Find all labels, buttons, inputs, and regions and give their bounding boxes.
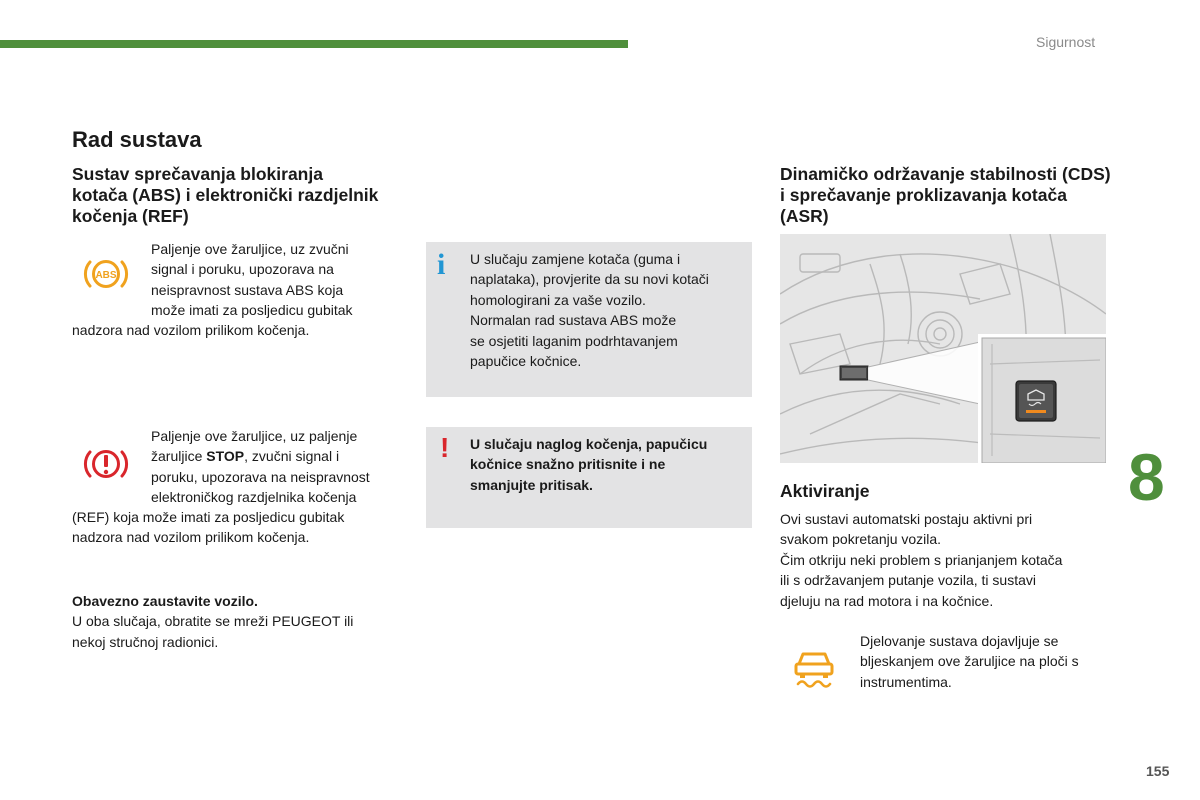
stop-heading: Obavezno zaustavite vozilo. [72, 593, 258, 609]
chapter-number: 8 [1128, 440, 1165, 514]
exclamation-icon: ! [440, 432, 450, 463]
info-icon: i [437, 248, 446, 281]
abs-para-line: signal i poruku, upozorava na [151, 261, 334, 278]
warning-line: U slučaju naglog kočenja, papučicu [470, 436, 708, 452]
activation-text [780, 509, 1120, 611]
stop-keyword: STOP [206, 448, 245, 465]
info-line: naplataka), provjerite da su novi kotači [470, 271, 709, 288]
stop-line: nekoj stručnoj radionici. [72, 633, 219, 650]
info-text [470, 249, 745, 371]
abs-heading: Sustav sprečavanja blokiranja kotača (ABS) i elektronički razdjelnik kočenja (REF) [72, 164, 379, 226]
brake-warning-icon [82, 443, 130, 485]
ref-paragraph-lines [151, 426, 401, 508]
warning-text [470, 434, 745, 495]
header-green-bar [0, 40, 628, 48]
activation-line: ili s održavanjem putanje vozila, ti sustavi [780, 572, 1037, 589]
ref-para-line: (REF) koja može imati za posljedicu gubitak [72, 509, 345, 525]
warning-line: kočnice snažno pritisnite i ne [470, 456, 666, 473]
activation-line: Ovi sustavi automatski postaju aktivni pri [780, 511, 1033, 527]
activation-line: Čim otkriju neki problem s prianjanjem kotača [780, 551, 1063, 568]
ref-para-line-stop [151, 446, 401, 466]
stop-instructions [72, 591, 402, 652]
cds-heading: Dinamičko održavanje stabilnosti (CDS) i sprečavanje proklizavanja kotača (ASR) [780, 164, 1111, 226]
info-line: U slučaju zamjene kotača (guma i [470, 251, 681, 267]
esp-line: bljeskanjem ove žaruljice na ploči s [860, 653, 1079, 670]
abs-para-line: nadzora nad vozilom prilikom kočenja. [72, 322, 310, 338]
ref-para-text: , zvučni signal i [244, 448, 340, 465]
abs-paragraph-lines [151, 239, 401, 321]
abs-para-line: Paljenje ove žaruljice, uz zvučni [151, 241, 349, 257]
abs-para-line: neispravnost sustava ABS koja [151, 281, 344, 298]
esp-text [860, 631, 1120, 692]
ref-para-line: poruku, upozorava na neispravnost [151, 468, 370, 485]
abs-warning-icon [82, 254, 130, 294]
stability-control-icon [793, 646, 835, 692]
svg-text:ABS: ABS [95, 270, 117, 281]
dashboard-switch-photo [780, 234, 1106, 463]
activation-line: svakom pokretanju vozila. [780, 531, 942, 548]
section-label: Sigurnost [1036, 34, 1096, 50]
page-number: 155 [1146, 763, 1170, 779]
ref-para-line: elektroničkog razdjelnika kočenja [151, 489, 357, 506]
info-line: Normalan rad sustava ABS može [470, 312, 677, 329]
abs-para-line: može imati za posljedicu gubitak [151, 302, 353, 319]
activation-line: djeluju na rad motora i na kočnice. [780, 592, 994, 609]
info-line: se osjetiti laganim podrhtavanjem [470, 332, 678, 349]
stop-line: U oba slučaja, obratite se mreži PEUGEOT ili [72, 613, 354, 630]
activation-heading: Aktiviranje [780, 481, 870, 501]
info-line: papučice kočnice. [470, 353, 582, 370]
ref-para-line: Paljenje ove žaruljice, uz paljenje [151, 428, 358, 444]
ref-para-text: žaruljice [151, 448, 207, 465]
ref-para-line: nadzora nad vozilom prilikom kočenja. [72, 529, 310, 546]
info-line: homologirani za vaše vozilo. [470, 291, 646, 308]
page-title: Rad sustava [72, 127, 202, 152]
esp-line: instrumentima. [860, 673, 952, 690]
esp-line: Djelovanje sustava dojavljuje se [860, 633, 1059, 649]
warning-line: smanjujte pritisak. [470, 476, 593, 493]
ref-paragraph-continuation [72, 507, 402, 548]
